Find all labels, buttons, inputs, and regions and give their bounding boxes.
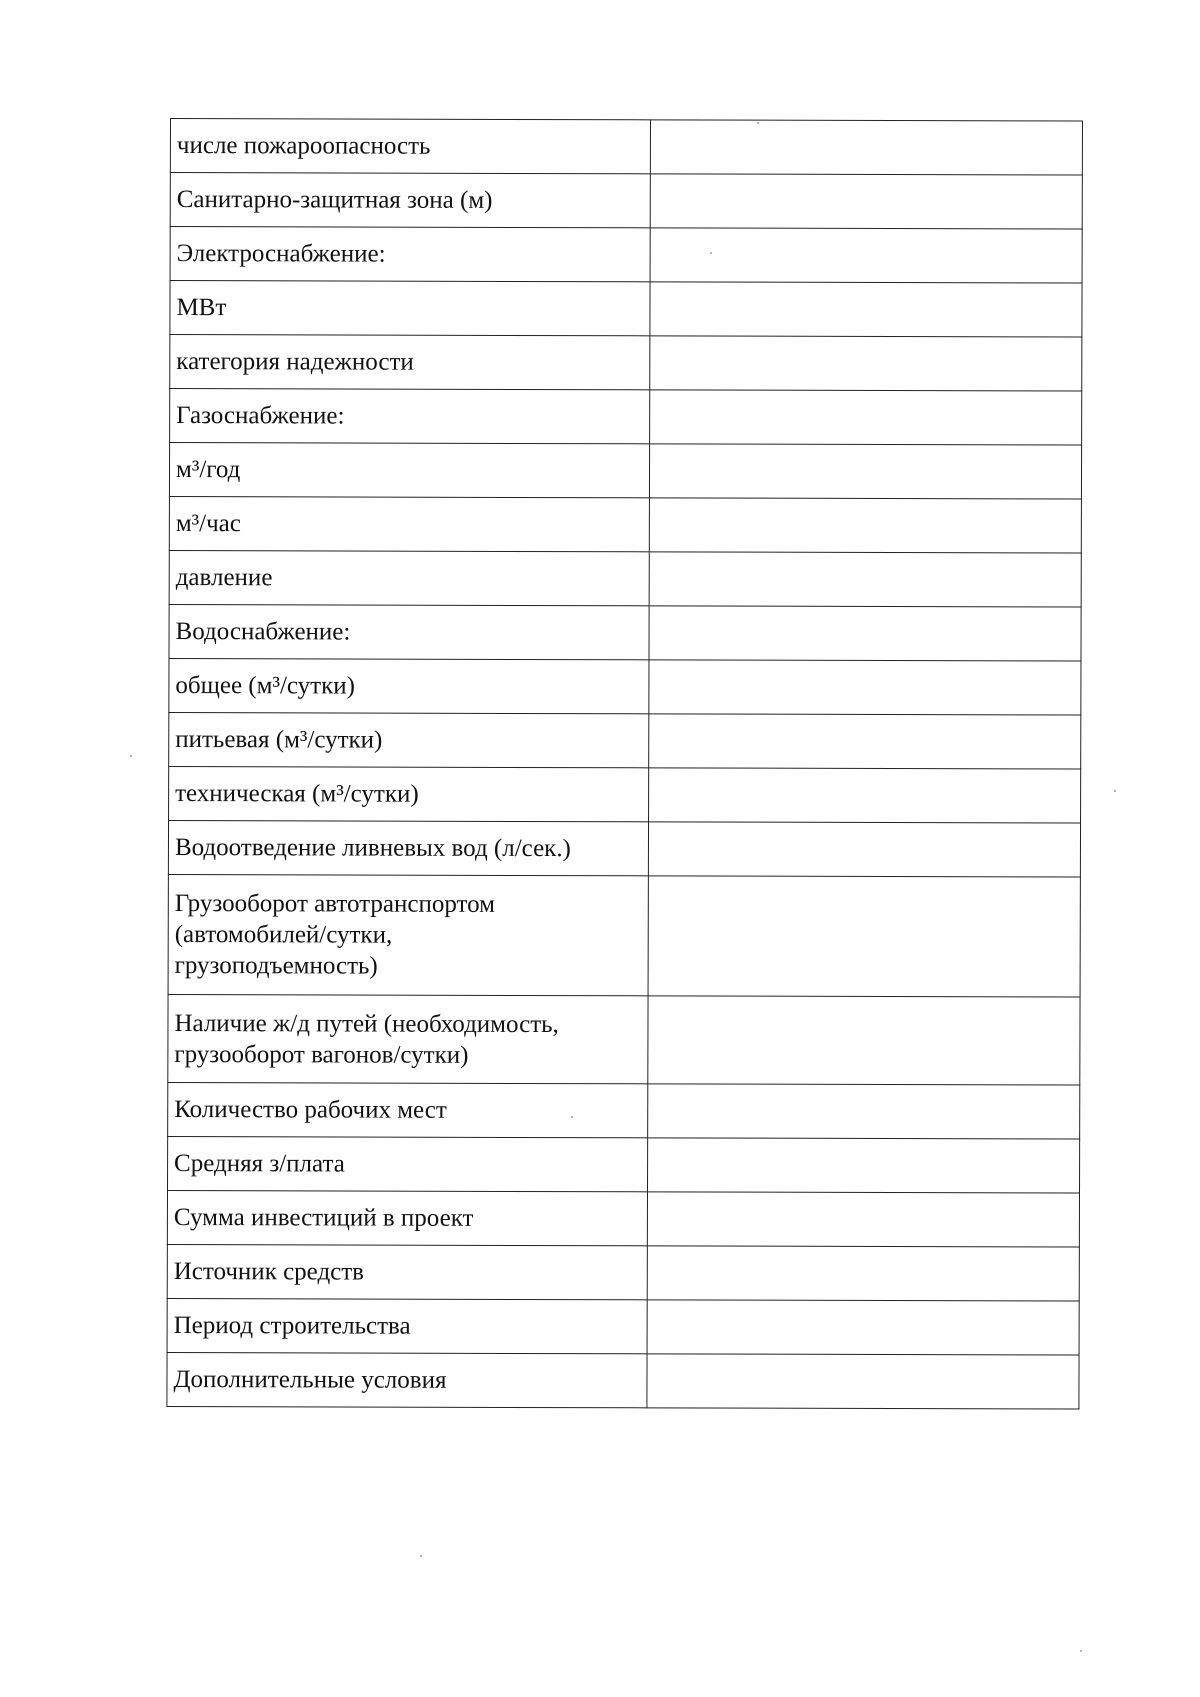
row-value-field[interactable] bbox=[650, 336, 1082, 391]
row-label: числе пожароопасность bbox=[170, 119, 650, 174]
row-value-field[interactable] bbox=[649, 606, 1081, 661]
row-value-field[interactable] bbox=[649, 768, 1081, 823]
scan-speck bbox=[130, 755, 132, 757]
row-label: Водоотведение ливневых вод (л/сек.) bbox=[168, 820, 648, 875]
row-label: Источник средств bbox=[167, 1244, 647, 1299]
row-label: МВт bbox=[170, 281, 650, 336]
table-row bbox=[168, 874, 1080, 997]
row-value-field[interactable] bbox=[650, 282, 1082, 337]
table-row bbox=[167, 1298, 1079, 1355]
table-row bbox=[168, 820, 1080, 877]
scan-speck bbox=[571, 1116, 573, 1118]
row-label: Водоснабжение: bbox=[169, 604, 649, 659]
row-value-field[interactable] bbox=[649, 498, 1081, 553]
scan-speck bbox=[757, 122, 759, 124]
row-label: общее (м³/сутки) bbox=[169, 658, 649, 713]
row-value-field[interactable] bbox=[648, 1084, 1080, 1139]
row-label: Период строительства bbox=[167, 1298, 647, 1353]
row-value-field[interactable] bbox=[647, 1300, 1079, 1355]
row-value-field[interactable] bbox=[650, 390, 1082, 445]
row-label: питьевая (м³/сутки) bbox=[169, 712, 649, 767]
table-row bbox=[167, 1352, 1079, 1409]
table-row bbox=[169, 712, 1081, 769]
table-row bbox=[169, 550, 1081, 607]
table-row bbox=[170, 335, 1082, 392]
scan-speck bbox=[1080, 1650, 1082, 1652]
table-row bbox=[170, 389, 1082, 446]
row-label: Электроснабжение: bbox=[170, 227, 650, 282]
table-row bbox=[169, 604, 1081, 661]
row-value-field[interactable] bbox=[647, 1192, 1079, 1247]
row-label: Наличие ж/д путей (необходимость, грузооборот вагонов/сутки) bbox=[168, 994, 648, 1083]
table-row bbox=[168, 1136, 1080, 1193]
row-value-field[interactable] bbox=[648, 1138, 1080, 1193]
table-row bbox=[167, 1190, 1079, 1247]
row-value-field[interactable] bbox=[650, 120, 1082, 175]
row-label: Средняя з/плата bbox=[168, 1136, 648, 1191]
table-row bbox=[170, 281, 1082, 338]
row-label: м³/час bbox=[169, 496, 649, 551]
row-label: Дополнительные условия bbox=[167, 1352, 647, 1407]
row-value-field[interactable] bbox=[650, 228, 1082, 283]
table-row bbox=[170, 227, 1082, 284]
table-row bbox=[170, 119, 1082, 176]
scan-speck bbox=[420, 1555, 422, 1557]
table-row bbox=[168, 1082, 1080, 1139]
scan-speck bbox=[1114, 790, 1116, 792]
row-value-field[interactable] bbox=[649, 444, 1081, 499]
row-value-field[interactable] bbox=[647, 1246, 1079, 1301]
table-row bbox=[168, 994, 1080, 1085]
row-value-field[interactable] bbox=[649, 552, 1081, 607]
row-value-field[interactable] bbox=[649, 660, 1081, 715]
row-value-field[interactable] bbox=[648, 822, 1080, 877]
scan-speck bbox=[710, 252, 712, 254]
row-label: Санитарно-защитная зона (м) bbox=[170, 173, 650, 228]
row-label: Газоснабжение: bbox=[170, 389, 650, 444]
table-row bbox=[169, 766, 1081, 823]
row-label: м³/год bbox=[169, 443, 649, 498]
row-value-field[interactable] bbox=[649, 714, 1081, 769]
parameters-table bbox=[166, 118, 1083, 1410]
row-value-field[interactable] bbox=[647, 1354, 1079, 1409]
table-row bbox=[169, 658, 1081, 715]
row-label: категория надежности bbox=[170, 335, 650, 390]
table-row bbox=[169, 443, 1081, 500]
row-label: техническая (м³/сутки) bbox=[169, 766, 649, 821]
row-label: Грузооборот автотранспортом (автомобилей/сутки, грузоподъемность) bbox=[168, 874, 648, 995]
row-value-field[interactable] bbox=[650, 174, 1082, 229]
row-label: Количество рабочих мест bbox=[168, 1082, 648, 1137]
row-value-field[interactable] bbox=[648, 996, 1080, 1085]
table-row bbox=[170, 173, 1082, 230]
row-label: Сумма инвестиций в проект bbox=[167, 1190, 647, 1245]
row-value-field[interactable] bbox=[648, 876, 1080, 997]
table-row bbox=[167, 1244, 1079, 1301]
table-row bbox=[169, 496, 1081, 553]
row-label: давление bbox=[169, 550, 649, 605]
